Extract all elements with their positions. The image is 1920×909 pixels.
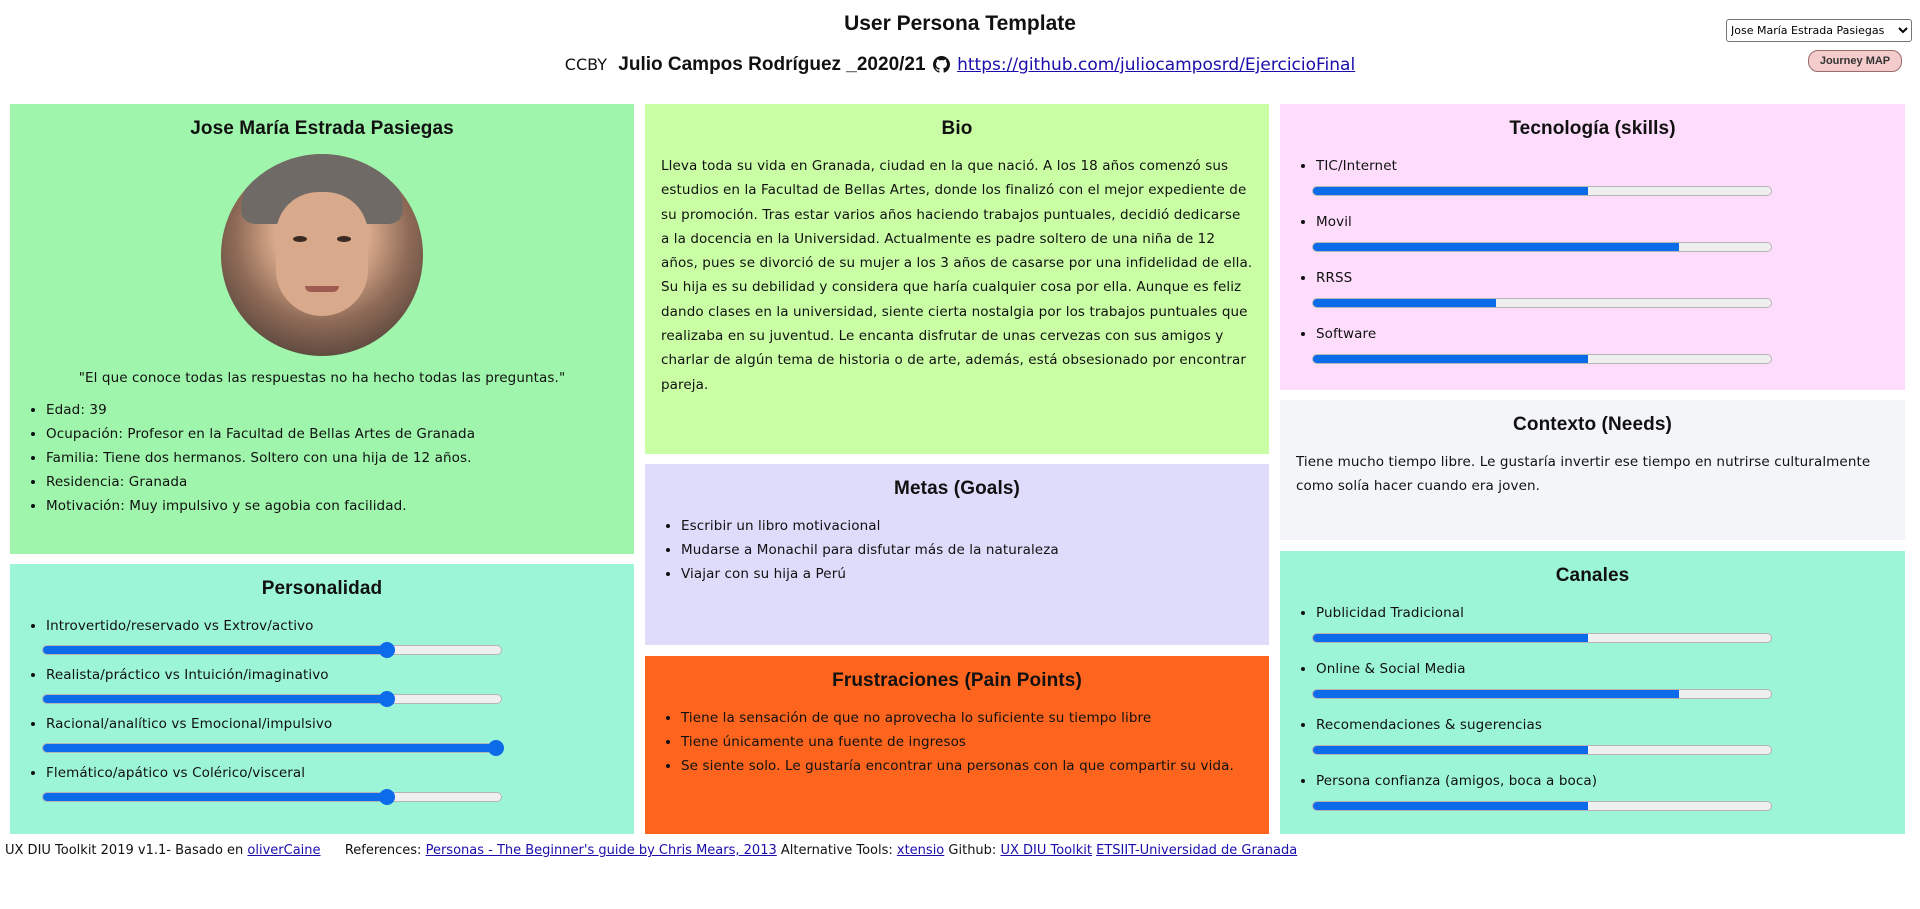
list-item: • Edad: 39 [46,398,618,422]
frustrations-list [661,706,1253,778]
personas-guide-link[interactable]: Personas - The Beginner's guide by Chris Mears, 2013 [425,843,777,858]
list-item [1316,266,1889,308]
channel-label: Online & Social Media [1316,661,1466,677]
goals-card [645,464,1269,645]
channels-list [1296,601,1889,811]
technology-card [1280,104,1905,390]
personality-title: Personalidad [261,578,383,599]
list-item [46,761,618,802]
list-item: • Residencia: Granada [46,470,618,494]
channels-card [1280,551,1905,834]
channel-progress-bar [1312,633,1772,643]
channel-progress-bar [1312,745,1772,755]
alt-tools-label: Alternative Tools: [780,843,893,858]
skill-progress-bar [1312,186,1772,196]
bio-text: Lleva toda su vida en Granada, ciudad en la que nació. A los 18 años comenzó sus estudios en la Facultad de Bellas Artes, donde los finalizó con el mejor expediente de su promoción. Tras estar varios años haciendo trabajos puntuales, decidió dedicarse a la docencia en la Universidad. Actualmente es padre soltero de una niña de 12 años, pues se divorció de su mujer a los 3 años de casarse por una infidelidad de ella. Su hija es su debilidad y considera que haría cualquier cosa por ella. Aunque es feliz dando clases en la universidad, siente cierta nostalgia por los trabajos puntuales que realizaba en su juventud. Le encanta disfrutar de unas cervezas con sus amigos y charlar de algún tema de historia o de arte, además, está obsesionado por encontrar pareja. [661,158,1253,393]
trait-slider[interactable] [42,792,502,802]
list-item: • Tiene únicamente una fuente de ingresos [681,730,1253,754]
profile-card [10,104,634,554]
cc-license-label: CCBY [564,55,607,74]
list-item: • Familia: Tiene dos hermanos. Soltero con una hija de 12 años. [46,446,618,470]
list-item: • Mudarse a Monachil para disfutar más de la naturaleza [681,538,1253,562]
repo-link[interactable]: https://github.com/juliocamposrd/EjercicioFinal [957,55,1356,75]
skill-label: RRSS [1316,270,1353,286]
credit-line [0,54,1920,79]
trait-slider[interactable] [42,645,502,655]
list-item [1316,769,1889,811]
trait-slider[interactable] [42,694,502,704]
personality-card [10,564,634,834]
author-name: Julio Campos Rodríguez _2020/21 [618,54,926,75]
journey-map-button[interactable]: Journey MAP [1808,50,1902,72]
list-item [46,712,618,753]
ugr-link[interactable]: ETSIIT-Universidad de Granada [1096,843,1298,858]
list-item [1316,322,1889,364]
bio-card [645,104,1269,454]
skill-progress-bar [1312,354,1772,364]
persona-select[interactable] [1726,19,1912,42]
channel-label: Publicidad Tradicional [1316,605,1465,621]
footer [5,843,1297,858]
list-item [1316,713,1889,755]
list-item: • Se siente solo. Le gustaría encontrar una personas con la que compartir su vida. [681,754,1253,778]
context-card [1280,400,1905,540]
trait-slider[interactable] [42,743,502,753]
profile-details-list [26,398,618,518]
list-item [1316,601,1889,643]
bio-title: Bio [941,118,973,139]
frustrations-card [645,656,1269,834]
trait-label: Racional/analítico vs Emocional/impulsivo [46,716,333,732]
list-item [1316,210,1889,252]
list-item [1316,657,1889,699]
channels-title: Canales [1555,565,1630,586]
context-title: Contexto (Needs) [1513,414,1672,435]
list-item: • Ocupación: Profesor en la Facultad de Bellas Artes de Granada [46,422,618,446]
skill-label: TIC/Internet [1316,158,1398,174]
channel-label: Recomendaciones & sugerencias [1316,717,1543,733]
channel-progress-bar [1312,689,1772,699]
persona-name: Jose María Estrada Pasiegas [190,118,454,139]
trait-label: Realista/práctico vs Intuición/imaginativo [46,667,329,683]
footer-prefix: UX DIU Toolkit 2019 v1.1- Basado en [5,843,244,858]
channel-progress-bar [1312,801,1772,811]
github-icon [933,56,950,79]
list-item [1316,154,1889,196]
channel-label: Persona confianza (amigos, boca a boca) [1316,773,1598,789]
github-label: Github: [948,843,997,858]
persona-quote: "El que conoce todas las respuestas no ha hecho todas las preguntas." [78,370,566,386]
skill-progress-bar [1312,242,1772,252]
olivercaine-link[interactable]: oliverCaine [247,843,321,858]
trait-label: Introvertido/reservado vs Extrov/activo [46,618,314,634]
trait-label: Flemático/apático vs Colérico/visceral [46,765,306,781]
goals-title: Metas (Goals) [894,478,1020,499]
list-item: • Tiene la sensación de que no aprovecha lo suficiente su tiempo libre [681,706,1253,730]
goals-list [661,514,1253,586]
skill-label: Software [1316,326,1377,342]
skill-progress-bar [1312,298,1772,308]
context-text: Tiene mucho tiempo libre. Le gustaría invertir ese tiempo en nutrirse culturalmente como solía hacer cuando era joven. [1296,454,1871,495]
list-item: • Viajar con su hija a Perú [681,562,1253,586]
page-title: User Persona Template [844,12,1076,35]
skills-list [1296,154,1889,364]
personality-list [26,614,618,802]
ux-toolkit-link[interactable]: UX DIU Toolkit [1000,843,1092,858]
xtensio-link[interactable]: xtensio [896,843,945,858]
references-label: References: [344,843,422,858]
skill-label: Movil [1316,214,1352,230]
list-item: • Motivación: Muy impulsivo y se agobia con facilidad. [46,494,618,518]
avatar [221,154,423,356]
list-item: • Escribir un libro motivacional [681,514,1253,538]
technology-title: Tecnología (skills) [1509,118,1676,139]
list-item [46,663,618,704]
frustrations-title: Frustraciones (Pain Points) [832,670,1082,691]
list-item [46,614,618,655]
